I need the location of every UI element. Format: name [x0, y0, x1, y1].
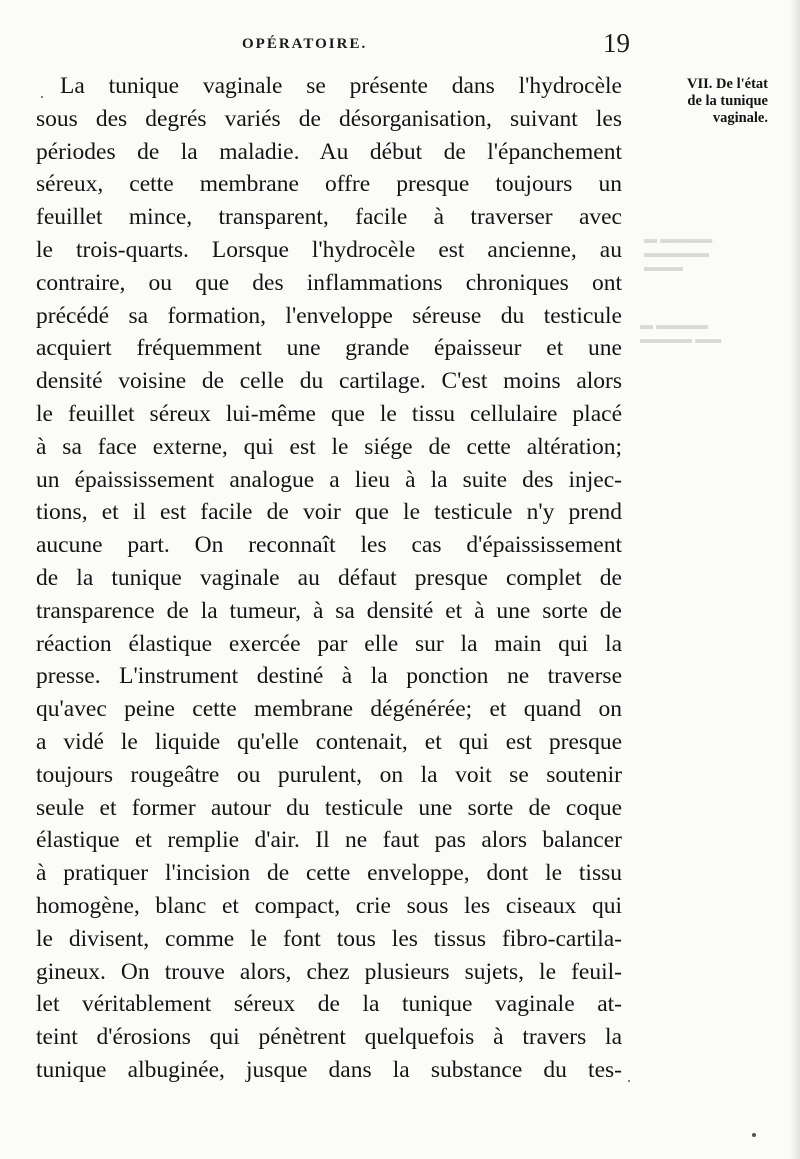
text-line: seule et former autour du testicule une sorte de coque	[36, 794, 622, 821]
marginal-note-line: vaginale.	[712, 110, 768, 126]
text-line: homogène, blanc et compact, crie sous les ciseaux qui	[36, 892, 622, 919]
text-line: précédé sa formation, l'enveloppe séreuse du testicule	[36, 302, 622, 329]
bleed-through-mark: ▬▬▬▬ ▬ ▬▬ ▬▬▬▬	[640, 317, 722, 346]
page-header	[200, 28, 630, 58]
running-title: OPÉRATOIRE.	[242, 36, 368, 52]
body-paragraph	[36, 70, 622, 1087]
bleed-through-mark: ▬▬▬▬ ▬ ▬▬▬▬▬ ▬▬▬	[644, 231, 713, 274]
page-number: 19	[603, 28, 630, 58]
print-speck	[752, 1133, 756, 1137]
text-line: La tunique vaginale se présente dans l'hydrocèle	[60, 73, 622, 99]
text-line: le feuillet séreux lui-même que le tissu cellulaire placé	[36, 400, 622, 427]
print-speck	[41, 96, 43, 98]
text-line: le trois-quarts. Lorsque l'hydrocèle est ancienne, au	[36, 236, 622, 263]
text-line: feuillet mince, transparent, facile à traverser avec	[36, 204, 622, 231]
text-line: séreux, cette membrane offre presque toujours un	[36, 171, 622, 198]
text-line: transparence de la tumeur, à sa densité et à une sorte de	[36, 597, 622, 624]
text-line: acquiert fréquemment une grande épaisseur et une	[36, 335, 622, 362]
text-line: qu'avec peine cette membrane dégénérée; et quand on	[36, 696, 622, 723]
text-line: aucune part. On reconnaît les cas d'épaississement	[36, 532, 622, 559]
text-line: réaction élastique exercée par elle sur la main qui la	[36, 630, 622, 657]
text-line: teint d'érosions qui pénètrent quelquefois à travers la	[36, 1024, 622, 1051]
text-line: de la tunique vaginale au défaut presque complet de	[36, 564, 622, 591]
text-line: a vidé le liquide qu'elle contenait, et qui est presque	[36, 728, 622, 755]
text-line: le divisent, comme le font tous les tissus fibro-cartila-	[36, 925, 622, 952]
text-line: let véritablement séreux de la tunique vaginale at-	[36, 991, 622, 1018]
text-line: presse. L'instrument destiné à la ponction ne traverse	[36, 663, 622, 690]
text-line: un épaississement analogue a lieu à la suite des injec-	[36, 466, 622, 493]
text-line: tunique albuginée, jusque dans la substance du tes-	[36, 1056, 622, 1083]
marginal-note-line: VII. De l'état	[687, 76, 768, 92]
text-line: contraire, ou que des inflammations chroniques ont	[36, 269, 622, 296]
text-line: périodes de la maladie. Au début de l'épanchement	[36, 138, 622, 165]
text-line: gineux. On trouve alors, chez plusieurs sujets, le feuil-	[36, 958, 622, 985]
text-line: élastique et remplie d'air. Il ne faut pas alors balancer	[36, 827, 622, 854]
text-line: à sa face externe, qui est le siége de cette altération;	[36, 433, 622, 460]
marginal-note	[636, 76, 768, 127]
marginal-note-line: de la tunique	[687, 93, 768, 109]
text-line: tions, et il est facile de voir que le testicule n'y prend	[36, 499, 622, 526]
text-line: à pratiquer l'incision de cette enveloppe, dont le tissu	[36, 860, 622, 887]
page-edge-shadow	[790, 0, 800, 1159]
text-line: sous des degrés variés de désorganisation, suivant les	[36, 105, 622, 132]
text-line: toujours rougeâtre ou purulent, on la voit se soutenir	[36, 761, 622, 788]
text-line: densité voisine de celle du cartilage. C'est moins alors	[36, 368, 622, 395]
print-speck	[628, 1080, 630, 1082]
